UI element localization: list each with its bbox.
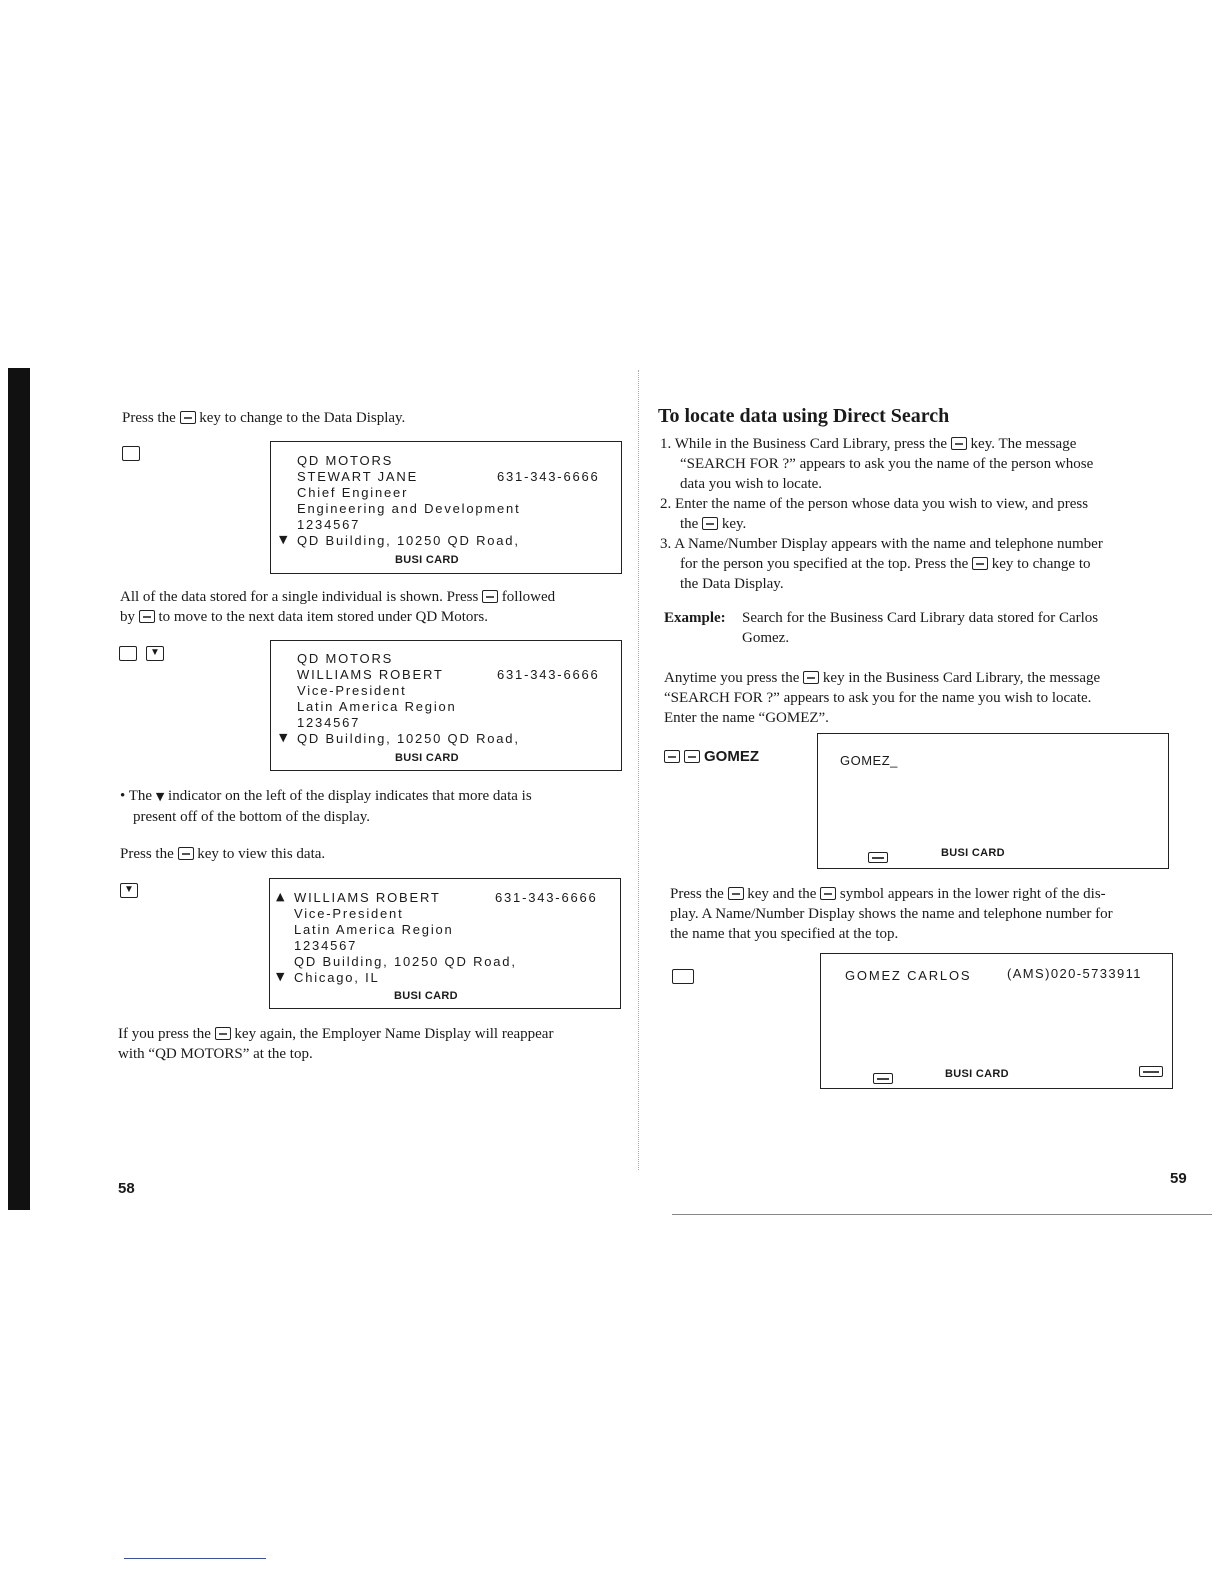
lcd-screen-2 bbox=[270, 640, 622, 771]
shift-key-icon bbox=[119, 646, 137, 661]
lcd-line: QD Building, 10250 QD Road, bbox=[294, 954, 517, 969]
shift-key-icon bbox=[482, 590, 498, 603]
down-key-icon: ▼ bbox=[146, 646, 164, 661]
footer-link-underline bbox=[124, 1558, 266, 1559]
lcd-screen-3 bbox=[269, 878, 621, 1009]
down-indicator-icon: ▼ bbox=[279, 731, 288, 744]
paragraph-3: If you press the key again, the Employer Name Display will reappear with “QD MOTORS” at the top. bbox=[118, 1026, 554, 1062]
down-key-icon bbox=[178, 847, 194, 860]
paragraph-5: Press the key and the symbol appears in the lower right of the dis- play. A Name/Number Display shows the name and telephone number for the name that you specified at the top. bbox=[670, 886, 1113, 942]
down-indicator-icon: ▼ bbox=[276, 970, 285, 983]
lcd-screen-5 bbox=[820, 953, 1173, 1089]
lcd-screen-4 bbox=[817, 733, 1169, 869]
caps-indicator-icon bbox=[868, 848, 888, 866]
down-indicator-icon: ▼ bbox=[155, 790, 165, 803]
step-2: 2. Enter the name of the person whose data you wish to view, and press the key. bbox=[660, 496, 1089, 532]
lcd-phone: 631-343-6666 bbox=[497, 469, 600, 484]
lcd-line: STEWART JANE bbox=[297, 469, 419, 484]
search-key-icon bbox=[728, 887, 744, 900]
paragraph-1: All of the data stored for a single individual is shown. Press followed by to move to the next data item stored under QD Motors. bbox=[120, 589, 556, 625]
lcd-phone: 631-343-6666 bbox=[497, 667, 600, 682]
binding-edge bbox=[8, 368, 30, 1210]
lcd-line: Vice-President bbox=[294, 906, 404, 921]
mode-label: BUSI CARD bbox=[394, 990, 458, 1002]
down-key-icon bbox=[139, 610, 155, 623]
down-key-icon: ▼ bbox=[120, 883, 138, 898]
disp-change-key-icon bbox=[972, 557, 988, 570]
lcd-line: QD MOTORS bbox=[297, 453, 394, 468]
lcd-line: 1234567 bbox=[297, 715, 361, 730]
lcd-line: WILLIAMS ROBERT bbox=[294, 890, 441, 905]
lcd-line: Chicago, IL bbox=[294, 970, 380, 985]
page-number-right: 59 bbox=[1170, 1170, 1187, 1187]
bottom-rule bbox=[672, 1214, 1212, 1215]
bullet-note: • The ▼ indicator on the left of the display indicates that more data is present off of the bottom of the display. bbox=[120, 788, 532, 825]
lcd-line: QD Building, 10250 QD Road, bbox=[297, 533, 520, 548]
typed-text-label: GOMEZ bbox=[704, 748, 759, 765]
lcd-line: 1234567 bbox=[294, 938, 358, 953]
lcd-line: Engineering and Development bbox=[297, 501, 521, 516]
lcd-line: 1234567 bbox=[297, 517, 361, 532]
mode-label: BUSI CARD bbox=[945, 1068, 1009, 1080]
step-3: 3. A Name/Number Display appears with the name and telephone number for the person you specified at the top. Press the key to change to the Data Display. bbox=[660, 536, 1103, 592]
lcd-line: Vice-President bbox=[297, 683, 407, 698]
lcd-line: Latin America Region bbox=[294, 922, 454, 937]
lcd-line: Chief Engineer bbox=[297, 485, 409, 500]
up-indicator-icon: ▲ bbox=[276, 890, 285, 903]
disp-change-key-icon bbox=[180, 411, 196, 424]
page-number-left: 58 bbox=[118, 1180, 135, 1197]
key-sequence bbox=[664, 748, 759, 766]
mode-label: BUSI CARD bbox=[395, 554, 459, 566]
paragraph-4: Anytime you press the key in the Business Card Library, the message “SEARCH FOR ?” appears to ask you for the name you wish to locate. Enter the name “GOMEZ”. bbox=[664, 670, 1101, 726]
search-indicator-icon bbox=[1139, 1062, 1163, 1080]
lcd-line: QD Building, 10250 QD Road, bbox=[297, 731, 520, 746]
disp-change-key-icon bbox=[122, 446, 140, 461]
lcd-input-line: GOMEZ_ bbox=[840, 753, 898, 768]
paragraph-2: Press the key to view this data. bbox=[120, 846, 326, 862]
lcd-line: WILLIAMS ROBERT bbox=[297, 667, 444, 682]
clear-key-icon bbox=[664, 750, 680, 763]
mode-label: BUSI CARD bbox=[395, 752, 459, 764]
center-gutter bbox=[638, 370, 639, 1170]
caps-key-icon bbox=[684, 750, 700, 763]
lcd-screen-1 bbox=[270, 441, 622, 574]
step-1: 1. While in the Business Card Library, press the key. The message “SEARCH FOR ?” appears to ask you the name of the person whose data you wish to locate. bbox=[660, 436, 1094, 492]
lcd-line: Latin America Region bbox=[297, 699, 457, 714]
section-heading: To locate data using Direct Search bbox=[658, 405, 950, 427]
search-key-icon bbox=[672, 969, 694, 984]
clear-key-icon bbox=[951, 437, 967, 450]
lcd-line: QD MOTORS bbox=[297, 651, 394, 666]
intro-text: Press the key to change to the Data Display. bbox=[122, 410, 406, 426]
down-indicator-icon: ▼ bbox=[279, 533, 288, 546]
disp-change-key-icon bbox=[215, 1027, 231, 1040]
search-key-icon bbox=[702, 517, 718, 530]
lcd-name: GOMEZ CARLOS bbox=[845, 968, 972, 983]
mode-label: BUSI CARD bbox=[941, 847, 1005, 859]
clear-key-icon bbox=[803, 671, 819, 684]
lcd-phone: (AMS)020-5733911 bbox=[1007, 966, 1142, 981]
example-block: Example: Search for the Business Card Library data stored for Carlos Gomez. bbox=[664, 610, 1099, 646]
caps-indicator-icon bbox=[873, 1069, 893, 1087]
search-symbol-icon bbox=[820, 887, 836, 900]
lcd-phone: 631-343-6666 bbox=[495, 890, 598, 905]
